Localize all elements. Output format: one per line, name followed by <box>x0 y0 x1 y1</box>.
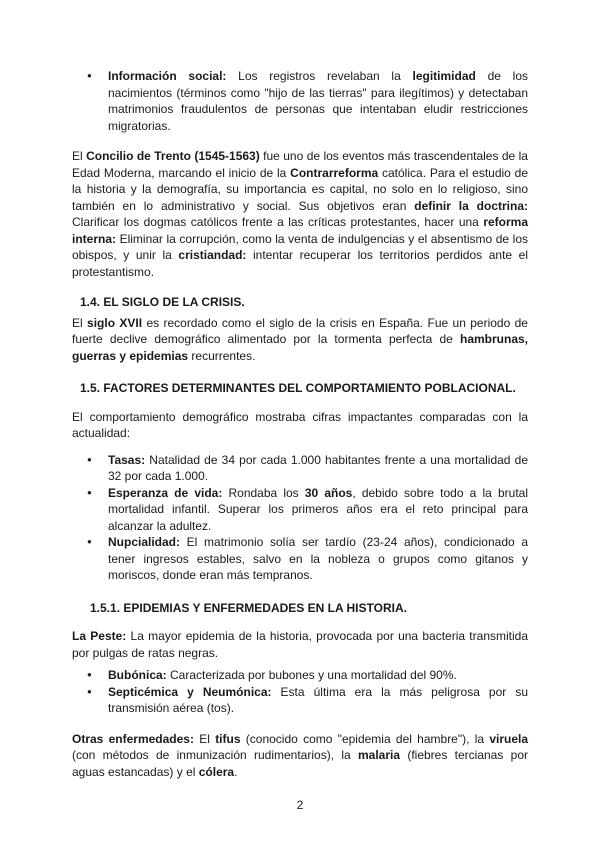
term-tasas: Tasas: <box>108 452 146 467</box>
text: es recordado como el siglo de la crisis en España. Fue un periodo de fuerte declive demográfico alimentado por la tormenta perfecta de <box>72 315 528 346</box>
text: , debido sobre todo a la brutal mortalidad infantil. Superar los primeros años era el reto principal para alcanzar la adultez. <box>108 485 528 533</box>
text: fue uno de los eventos más trascendentales de la Edad Moderna, marcando el inicio de la <box>72 149 528 180</box>
paragraph-la-peste <box>72 628 528 661</box>
document-page <box>72 68 528 780</box>
text: Caracterizada por bubones y una mortalidad del 90%. <box>166 668 457 682</box>
list-item-nupcialidad <box>72 534 528 584</box>
text: recurrentes. <box>188 348 256 363</box>
text: intentar recuperar los territorios perdidos ante el protestantismo. <box>72 248 528 279</box>
term-30-anos: 30 años <box>304 485 353 500</box>
term-concilio-trento: Concilio de Trento (1545-1563) <box>86 149 260 163</box>
term-reforma-interna: reforma interna: <box>72 215 528 246</box>
text: Clarificar los dogmas católicos frente a las críticas protestantes, hacer una <box>72 215 484 229</box>
term-malaria: malaria <box>357 748 401 762</box>
list-item-tasas <box>72 452 528 485</box>
term-cristiandad: cristiandad: <box>178 248 247 262</box>
text: católica. Para el estudio de la historia y la demografía, su importancia es capital, no solo en lo religioso, sino también en lo administrativo y social. Sus objetivos eran <box>72 165 529 213</box>
text: La mayor epidemia de la historia, provocada por una bacteria transmitida por pulgas de ratas negras. <box>72 629 528 660</box>
peste-list <box>72 667 528 717</box>
text: Rondaba los <box>222 485 305 500</box>
text: de los nacimientos (términos como "hijo de las tierras" para ilegítimos) y detectaban matrimonios fraudulentos de personas que intentaban eludir restricciones migratorias. <box>108 69 528 133</box>
text: Los registros revelaban la <box>226 69 413 83</box>
paragraph-siglo-crisis <box>72 315 528 365</box>
text: Natalidad de 34 por cada 1.000 habitantes frente a una mortalidad de 32 por cada 1.000. <box>108 452 528 483</box>
term-hambrunas-guerras-epidemias: hambrunas, guerras y epidemias <box>72 332 528 363</box>
term-contrarreforma: Contrarreforma <box>290 165 379 180</box>
text: (conocido como "epidemia del hambre"), la <box>240 731 490 746</box>
term-viruela: viruela <box>489 731 529 746</box>
term-septicemica-neumonica: Septicémica y Neumónica: <box>108 684 272 699</box>
text: (con métodos de inmunización rudimentarios), la <box>72 748 358 762</box>
page-number: 2 <box>296 798 304 812</box>
term-colera: cólera <box>198 764 235 779</box>
term-informacion-social: Información social: <box>108 69 227 83</box>
paragraph-otras-enfermedades <box>72 731 528 781</box>
text: Eliminar la corrupción, como la venta de indulgencias y el absentismo de los obispos, y unir la <box>72 231 528 262</box>
heading-1-5: 1.5. FACTORES DETERMINANTES DEL COMPORTAMIENTO POBLACIONAL. <box>80 381 516 395</box>
list-item-septicemica <box>72 684 528 717</box>
text: El <box>72 149 87 163</box>
factores-list <box>72 452 528 584</box>
list-item-informacion-social <box>72 68 528 134</box>
term-esperanza-vida: Esperanza de vida: <box>108 485 223 500</box>
text: El matrimonio solía ser tardío (23-24 años), condicionado a tener ingresos estables, salvo en la nobleza o grupos como gitanos y moriscos, donde eran más tempranos. <box>108 535 528 582</box>
paragraph-concilio-trento <box>72 148 528 280</box>
term-legitimidad: legitimidad <box>412 69 476 83</box>
list-item-bubonica <box>72 667 528 684</box>
heading-1-5-1: 1.5.1. EPIDEMIAS Y ENFERMEDADES EN LA HISTORIA. <box>90 600 407 615</box>
info-social-list <box>72 68 528 134</box>
term-bubonica: Bubónica: <box>108 668 167 682</box>
text: . <box>234 764 238 779</box>
term-nupcialidad: Nupcialidad: <box>108 535 181 549</box>
term-la-peste: La Peste: <box>72 629 127 643</box>
text: Esta última era la más peligrosa por su transmisión aérea (tos). <box>108 684 528 715</box>
paragraph-factores-intro: El comportamiento demográfico mostraba cifras impactantes comparadas con la actualidad: <box>72 409 528 440</box>
list-item-esperanza-vida <box>72 485 528 535</box>
term-otras-enfermedades: Otras enfermedades: <box>72 731 194 746</box>
term-tifus: tifus <box>215 731 241 746</box>
term-siglo-xvii: siglo XVII <box>87 315 143 330</box>
text: (fiebres tercianas por aguas estancadas) y el <box>72 748 528 779</box>
text: El <box>72 315 88 330</box>
term-definir-doctrina: definir la doctrina: <box>414 198 529 213</box>
heading-1-4: 1.4. EL SIGLO DE LA CRISIS. <box>80 295 245 309</box>
text: El <box>193 731 216 746</box>
